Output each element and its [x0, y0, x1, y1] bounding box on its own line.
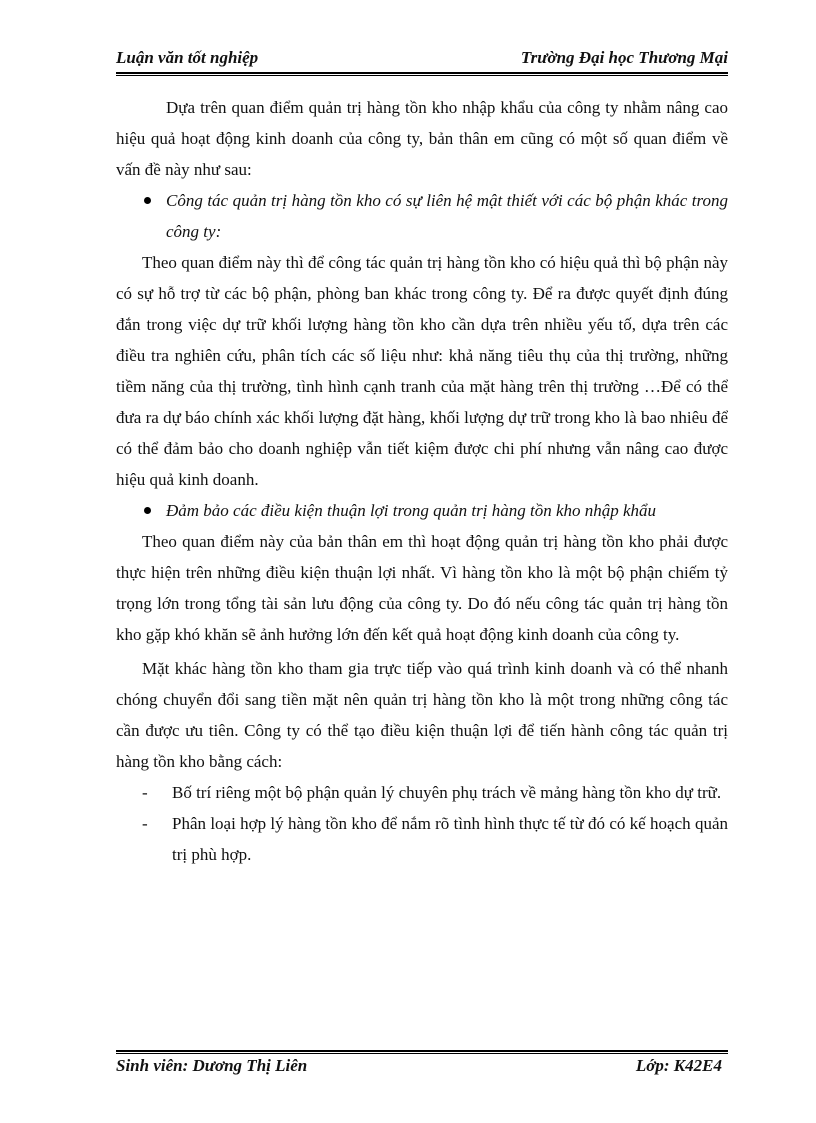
footer-student-name: Sinh viên: Dương Thị Liên — [116, 1056, 308, 1075]
bullet-dot-icon — [144, 197, 151, 204]
bullet-item-1-text: Công tác quản trị hàng tồn kho có sự liên hệ mật thiết với các bộ phận khác trong công ty: — [166, 191, 728, 241]
header-university-name: Trường Đại học Thương Mại — [520, 48, 728, 67]
bullet-item-2 — [116, 495, 728, 526]
footer-divider-thin — [116, 1053, 728, 1054]
bullet-dot-icon — [144, 507, 151, 514]
bullet-item-2-text: Đảm bảo các điều kiện thuận lợi trong quản trị hàng tồn kho nhập khẩu — [166, 501, 657, 520]
paragraph-viewpoint-2: Theo quan điểm này của bản thân em thì hoạt động quản trị hàng tồn kho phải được thực hiện trên những điều kiện thuận lợi nhất. Vì hàng tồn kho là một bộ phận chiếm tỷ trọng lớn trong tổng tài sản lưu động của công ty. Do đó nếu công tác quản trị hàng tồn kho gặp khó khăn sẽ ảnh hưởng lớn đến kết quả hoạt động kinh doanh của công ty. — [116, 532, 728, 644]
header-divider — [116, 72, 728, 74]
bullet-item-1 — [116, 185, 728, 247]
header-divider-thin — [116, 75, 728, 76]
dash-marker: - — [142, 783, 148, 802]
page-header — [116, 48, 728, 72]
dash-item-2 — [116, 808, 728, 870]
dash-item-2-text: Phân loại hợp lý hàng tồn kho để nắm rõ tình hình thực tế từ đó có kế hoạch quản trị phù hợp. — [172, 814, 728, 864]
header-thesis-title: Luận văn tốt nghiệp — [116, 48, 259, 67]
paragraph-intro: Dựa trên quan điểm quản trị hàng tồn kho nhập khẩu của công ty nhằm nâng cao hiệu quả hoạt động kinh doanh của công ty, bản thân em cũng có một số quan điểm về vấn đề này như sau: — [116, 98, 728, 179]
dash-item-1-text: Bố trí riêng một bộ phận quản lý chuyên phụ trách về mảng hàng tồn kho dự trữ. — [172, 783, 722, 802]
paragraph-viewpoint-1: Theo quan điểm này thì để công tác quản trị hàng tồn kho có hiệu quả thì bộ phận này có sự hỗ trợ từ các bộ phận, phòng ban khác trong công ty. Để ra được quyết định đúng đắn trong việc dự trữ khối lượng hàng tồn kho cần dựa trên nhiều yếu tố, dựa trên các điều tra nghiên cứu, phân tích các số liệu như: khả năng tiêu thụ của thị trường, những tiềm năng của thị trường, tình hình cạnh tranh của mặt hàng trên thị trường …Để có thể đưa ra dự báo chính xác khối lượng đặt hàng, khối lượng dự trữ trong kho là bao nhiêu để có thể đảm bảo cho doanh nghiệp vẫn tiết kiệm được chi phí nhưng vẫn nâng cao được hiệu quả kinh doanh. — [116, 253, 728, 489]
page-body — [116, 92, 728, 870]
paragraph-additional: Mặt khác hàng tồn kho tham gia trực tiếp vào quá trình kinh doanh và có thể nhanh chóng chuyển đổi sang tiền mặt nên quản trị hàng tồn kho là một trong những công tác cần được ưu tiên. Công ty có thể tạo điều kiện thuận lợi để tiến hành công tác quản trị hàng tồn kho bằng cách: — [116, 659, 728, 771]
dash-item-1 — [116, 777, 728, 808]
footer-divider — [116, 1050, 728, 1052]
footer-class-code: Lớp: K42E4 — [635, 1056, 722, 1075]
page-footer — [116, 1056, 728, 1080]
dash-marker: - — [142, 814, 148, 833]
